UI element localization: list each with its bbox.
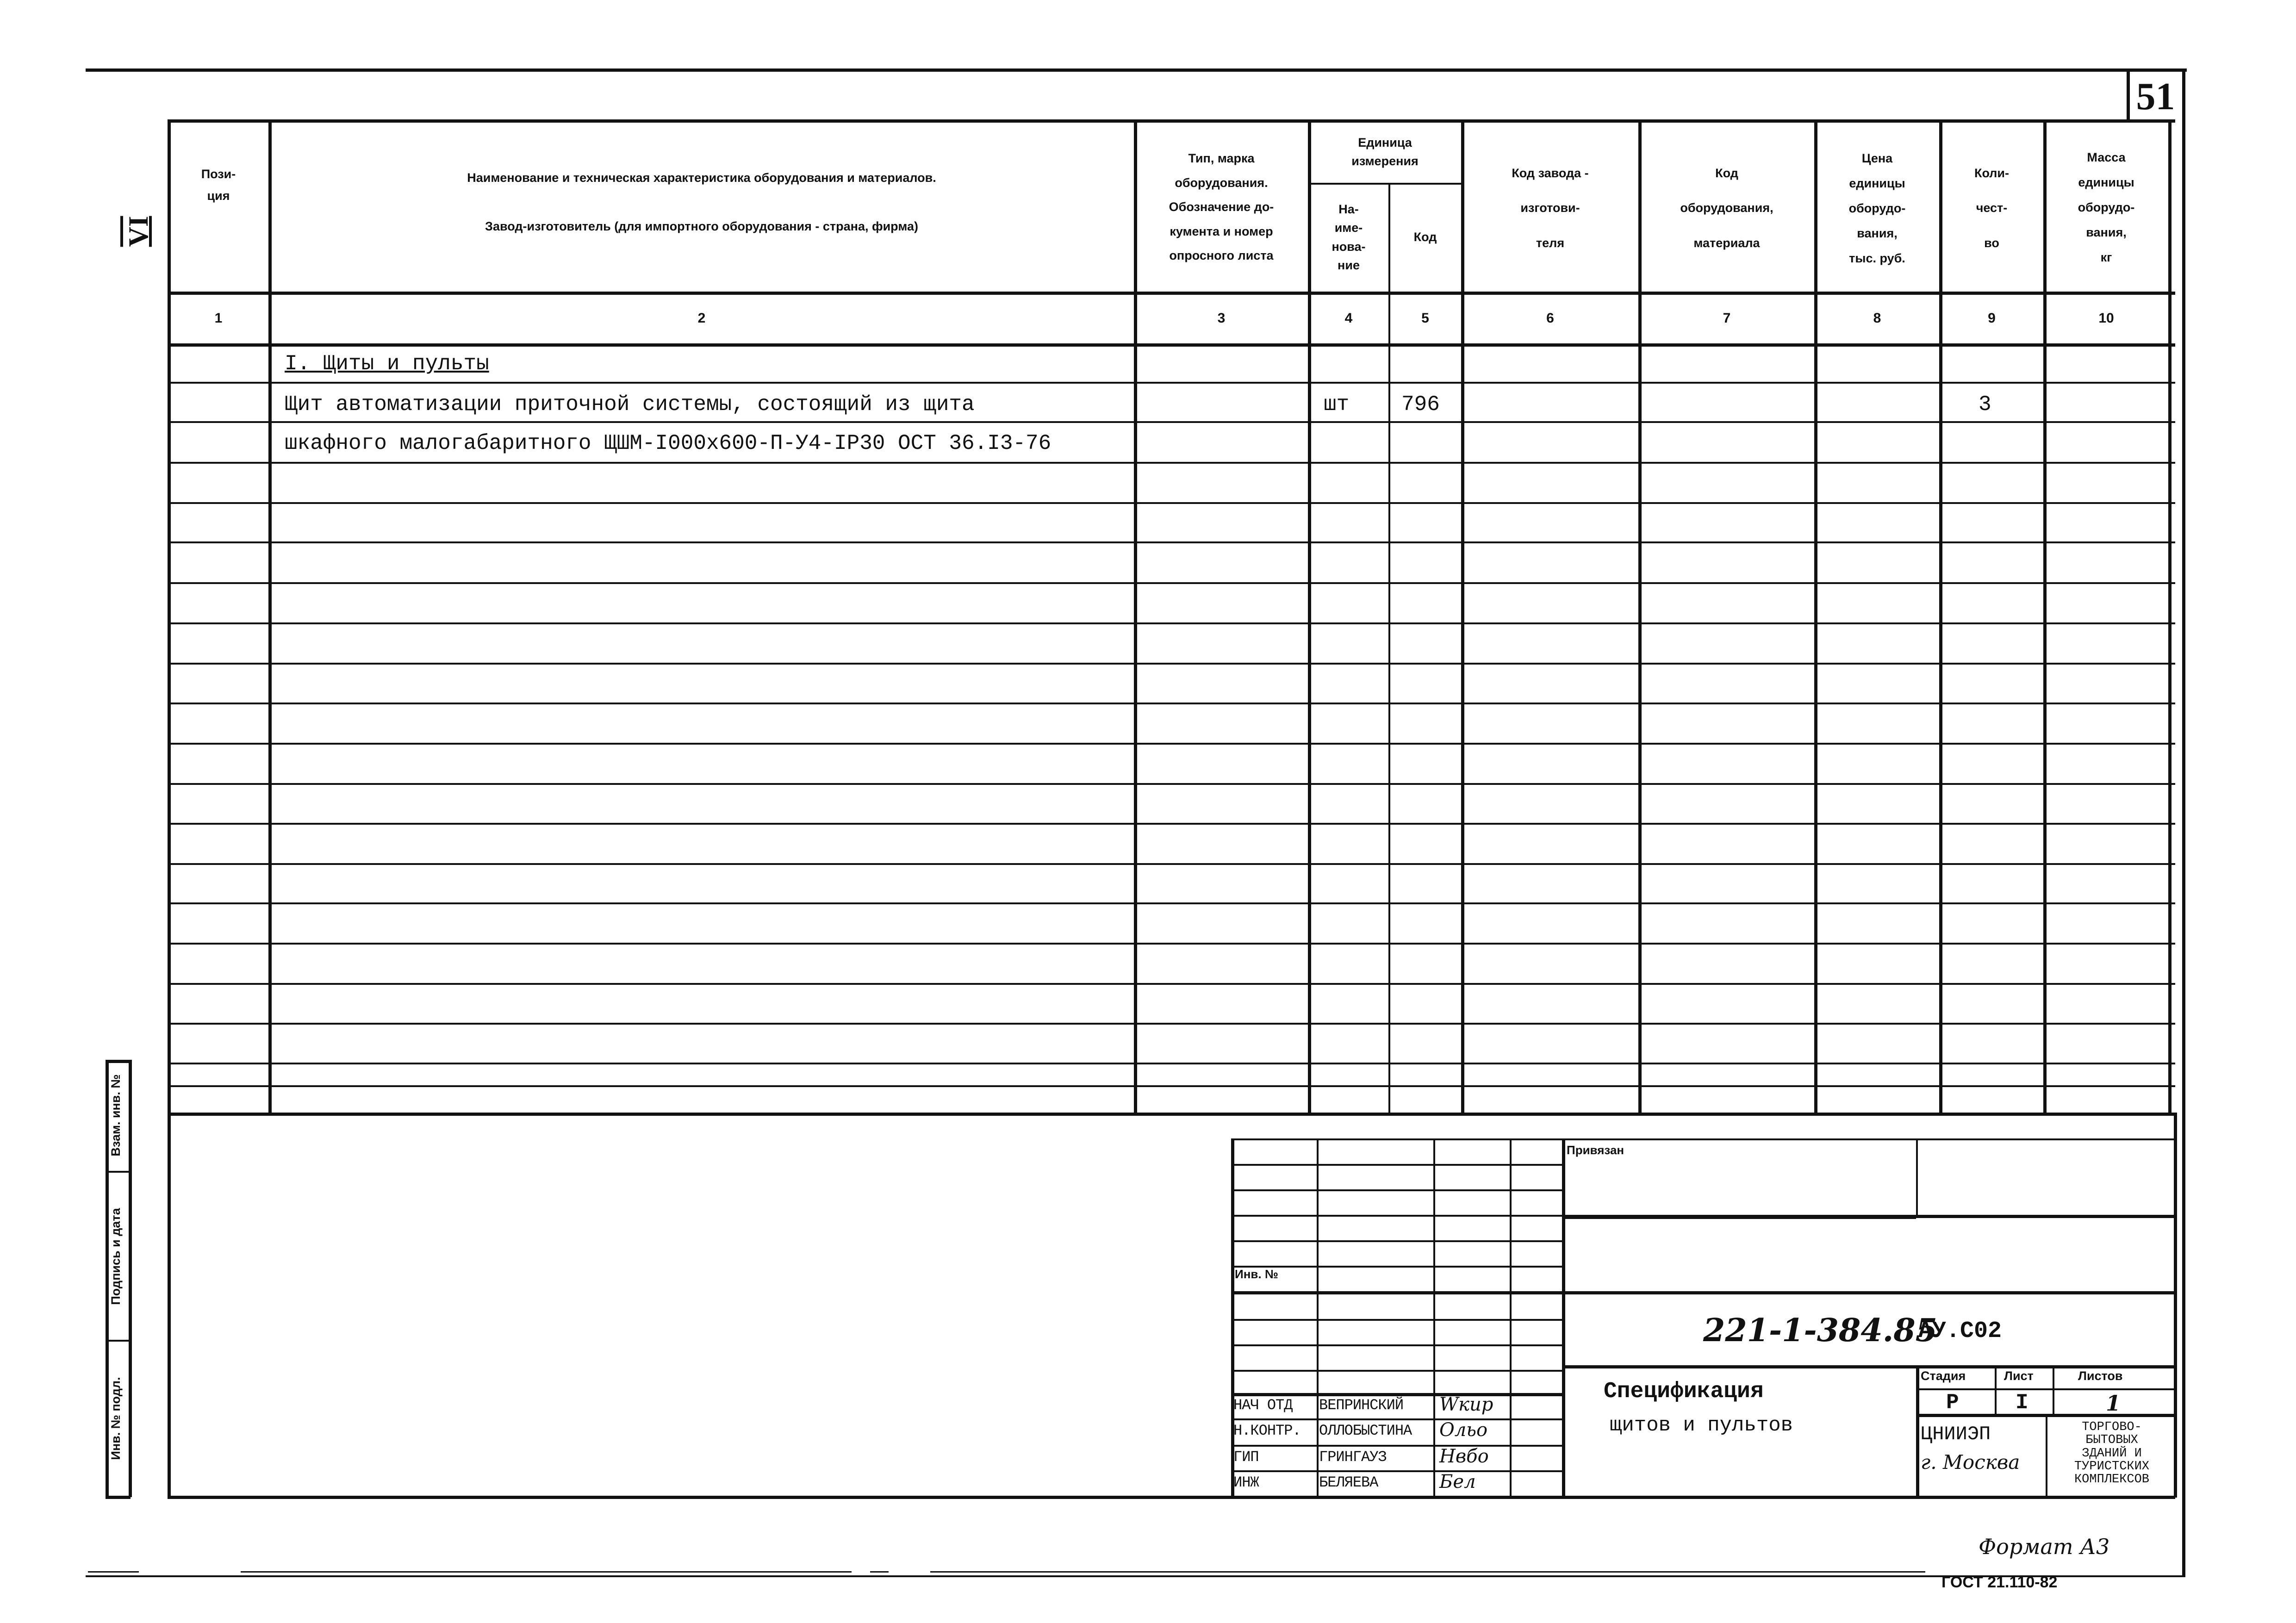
tb-stage-left: [1916, 1365, 1919, 1496]
tb-sig-h3: [1231, 1215, 1562, 1217]
table-row-line: [168, 943, 2175, 945]
header-unit: Единица измерения: [1351, 135, 1419, 168]
table-row-line: [168, 823, 2175, 825]
sheet-number-box-left: [2127, 68, 2130, 119]
top-border-line: [86, 68, 2187, 72]
bottom-border-line: [86, 1575, 2184, 1577]
col-line-10: [2168, 119, 2172, 1113]
left-label-replace-inv: Взам. инв. №: [109, 1074, 123, 1157]
header-plant-code: Код завода - изготови- теля: [1512, 166, 1589, 250]
sheets-label: Листов: [2078, 1369, 2123, 1383]
table-row-line: [168, 1085, 2175, 1087]
tb-stage-v1: [1995, 1365, 1997, 1414]
colnum-10: 10: [2098, 311, 2114, 326]
bottom-dash-3: [870, 1571, 889, 1573]
privyazan-label: Привязан: [1567, 1143, 1624, 1157]
table-row-line: [168, 582, 2175, 584]
tb-stage-h1: [1916, 1388, 2175, 1390]
header-unit-code: Код: [1413, 230, 1437, 244]
colnum-8: 8: [1873, 311, 1881, 326]
table-row-line: [168, 703, 2175, 704]
left-strip-inner: [129, 1060, 132, 1497]
colnum-5: 5: [1421, 311, 1429, 326]
table-top-line: [168, 119, 2175, 123]
signer-name-1: ВЕПРИНСКИЙ: [1319, 1397, 1404, 1414]
tb-sig-left: [1231, 1138, 1234, 1496]
header-unit-name: На- име- нова- ние: [1332, 202, 1366, 272]
colnum-7: 7: [1723, 311, 1731, 326]
signer-sign-3: Нвбо: [1439, 1446, 1489, 1467]
table-row-line: [168, 1023, 2175, 1025]
tb-sig-h4: [1231, 1240, 1562, 1242]
left-label-inv-podl: Инв. № подл.: [109, 1377, 123, 1460]
tb-sig-h6: [1231, 1291, 1562, 1294]
tb-row0: [168, 1113, 2175, 1116]
col-line-1: [268, 119, 272, 1113]
colnum-9: 9: [1988, 311, 1996, 326]
tb-right-h3: [1562, 1365, 2175, 1368]
side-mark: VI: [123, 216, 154, 247]
signer-role-1: НАЧ ОТД: [1233, 1397, 1293, 1414]
header-name-line1: Наименование и техническая характеристика оборудования и материалов.: [467, 171, 936, 185]
table-row-line: [168, 983, 2175, 985]
tb-sig-h7: [1231, 1319, 1562, 1321]
tb-stage-v2: [2053, 1365, 2054, 1414]
project-name: ТОРГОВО- БЫТОВЫХ ЗДАНИЙ И ТУРИСТСКИХ КОМПЛЕКСОВ: [2074, 1420, 2150, 1487]
table-row-line: [168, 902, 2175, 904]
tb-right-edge: [2174, 1113, 2177, 1498]
stage-value: Р: [1946, 1391, 1959, 1415]
tb-bottom: [168, 1496, 2175, 1499]
table-row-line: [168, 863, 2175, 865]
signer-role-4: ИНЖ: [1233, 1474, 1259, 1491]
signer-role-3: ГИП: [1233, 1449, 1259, 1466]
tb-sig-h11: [1231, 1418, 1562, 1420]
header-position: Пози- ция: [201, 167, 236, 203]
header-name-line2: Завод-изготовитель (для импортного оборудования - страна, фирма): [485, 219, 918, 234]
signer-name-4: БЕЛЯЕВА: [1319, 1474, 1378, 1491]
inv-number-label: Инв. №: [1235, 1267, 1278, 1281]
table-row-line: [168, 502, 2175, 504]
header-price: Цена единицы оборудо- вания, тыс. руб.: [1848, 151, 1906, 265]
left-strip-outer: [106, 1060, 109, 1497]
table-row-line: [168, 743, 2175, 745]
gost-label: ГОСТ 21.110-82: [1941, 1573, 2058, 1591]
left-strip-div2: [106, 1340, 131, 1342]
header-quantity: Коли- чест- во: [1974, 166, 2010, 250]
row-code-1: 796: [1401, 392, 1440, 417]
signer-sign-1: Wкир: [1439, 1394, 1493, 1415]
table-row-line: [168, 663, 2175, 665]
colnum-2: 2: [697, 311, 706, 326]
tb-right-h2: [1562, 1291, 2175, 1294]
doc-title-line1: Спецификация: [1604, 1379, 1764, 1404]
tb-sig-v3: [1510, 1138, 1512, 1496]
doc-suffix: АУ.С02: [1918, 1318, 2002, 1344]
tb-sig-h5: [1231, 1266, 1562, 1268]
bottom-dash-1: [88, 1571, 139, 1573]
table-row-line: [168, 462, 2175, 464]
header-equipment-code: Код оборудования, материала: [1680, 166, 1773, 250]
row-name-1: Щит автоматизации приточной системы, состоящий из щита: [285, 392, 975, 417]
signer-role-2: Н.КОНТР.: [1233, 1422, 1301, 1439]
tb-sig-h8: [1231, 1344, 1562, 1346]
colnum-6: 6: [1546, 311, 1554, 326]
org-city: г. Москва: [1921, 1451, 2020, 1474]
tb-sig-right: [1562, 1138, 1565, 1496]
tb-sig-h12: [1231, 1445, 1562, 1447]
tb-sig-h13: [1231, 1470, 1562, 1472]
signer-name-3: ГРИНГАУЗ: [1319, 1449, 1387, 1466]
bottom-dash-2: [241, 1571, 852, 1573]
tb-privyazan-split: [1916, 1138, 1918, 1217]
row-name-2: шкафного малогабаритного ЩШМ-I000х600-П-У4-IP30 ОСТ 36.I3-76: [285, 431, 1052, 455]
tb-left-edge: [168, 1113, 171, 1498]
sheet-number: 51: [2136, 75, 2175, 118]
tb-sig-h1: [1231, 1164, 1562, 1166]
colnum-3: 3: [1217, 311, 1226, 326]
doc-title-line2: щитов и пультов: [1610, 1414, 1793, 1437]
colnum-bottom-line: [168, 343, 2175, 347]
header-type: Тип, марка оборудования. Обозначение до- кумента и номер опросного листа: [1169, 151, 1274, 263]
col-line-0: [168, 119, 171, 1113]
table-row-line: [168, 622, 2175, 624]
header-mass: Масса единицы оборудо- вания, кг: [2078, 150, 2135, 264]
colnum-4: 4: [1344, 311, 1353, 326]
tb-sig-h2: [1231, 1189, 1562, 1191]
row-unit-1: шт: [1324, 392, 1350, 417]
tb-sig-v2: [1433, 1138, 1435, 1496]
right-border-line: [2182, 68, 2185, 1577]
tb-sig-h10: [1231, 1393, 1562, 1396]
row-qty-1: 3: [1979, 392, 1991, 417]
table-row-line: [168, 382, 2175, 384]
tb-top-line: [1231, 1138, 2175, 1140]
section-heading: I. Щиты и пульты: [285, 352, 489, 376]
stage-label: Стадия: [1921, 1369, 1966, 1383]
signer-sign-2: Ольо: [1439, 1419, 1488, 1441]
signer-name-2: ОЛЛОБЫСТИНА: [1319, 1422, 1412, 1439]
left-label-signature: Подпись и дата: [109, 1208, 123, 1305]
colnum-1: 1: [214, 311, 223, 326]
tb-sig-v1: [1317, 1138, 1319, 1496]
signer-sign-4: Бел: [1439, 1471, 1476, 1492]
format-label: Формат А3: [1979, 1534, 2110, 1559]
left-strip-bottom: [106, 1496, 131, 1499]
sheets-value: 1: [2106, 1391, 2121, 1416]
unit-subheader-line: [1308, 183, 1461, 185]
table-row-line: [168, 783, 2175, 785]
bottom-dash-4: [930, 1571, 1925, 1573]
doc-code: 221-1-384.85: [1703, 1312, 1937, 1349]
table-row-line: [168, 421, 2175, 423]
sheet-label: Лист: [2004, 1369, 2034, 1383]
sheet-value: I: [2016, 1391, 2028, 1415]
table-row-line: [168, 541, 2175, 543]
table-row-line: [168, 1063, 2175, 1064]
org-name: ЦНИИЭП: [1921, 1423, 1991, 1445]
tb-right-h1: [1562, 1215, 2175, 1218]
tb-sig-h9: [1231, 1370, 1562, 1372]
tb-org-split: [2046, 1414, 2047, 1496]
